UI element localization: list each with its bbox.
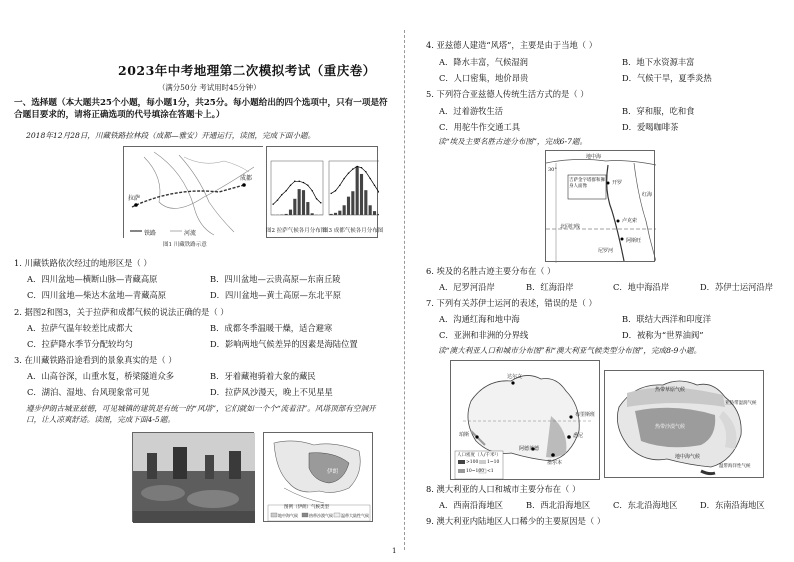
page-subtitle: （满分50分 考试用时45分钟） [158, 83, 261, 92]
q6-option-d[interactable]: D．苏伊士运河沿岸 [700, 282, 774, 292]
iran-legend-3: 温带大陆性气候 [341, 513, 369, 518]
q5-option-d[interactable]: D．爱喝咖啡茶 [622, 122, 679, 132]
q8-option-d[interactable]: D．东南沿海地区 [700, 500, 765, 510]
precip-bar [360, 174, 363, 215]
australia-climate-map [604, 370, 764, 478]
q4-option-d[interactable]: D．气候干旱，夏季炎热 [622, 73, 712, 83]
caption-chart-1: 图2 拉萨气候各月分布图 [266, 228, 327, 234]
photo-svg [133, 433, 255, 523]
precip-bar [364, 190, 367, 215]
precip-bar [377, 214, 379, 215]
figure-climate-charts [266, 146, 378, 238]
city-melbourne: 墨尔本 [547, 460, 563, 466]
climate-mediterranean: 地中海气候 [675, 454, 701, 460]
q7-option-c[interactable]: C．亚洲和非洲的分界线 [439, 330, 529, 340]
q5-option-c[interactable]: C．用驼牛作交通工具 [439, 122, 521, 132]
climate-desert: 热带沙漠气候 [655, 424, 686, 430]
intro-2: 遵步伊朗古城亚兹德，可见城镇的建筑是有统一的“风塔”，它们就如一个个“流着泪”。风塔顶部有空洞开口，让人凉爽舒适。读图，完成下面4-5题。 [26, 404, 376, 424]
precip-bar [356, 166, 359, 215]
q2-option-c[interactable]: C．拉萨降水季节分配较均匀 [27, 339, 133, 349]
q5-option-a[interactable]: A．过着游牧生活 [439, 106, 504, 116]
precip-bar [285, 214, 288, 215]
q3-option-c[interactable]: C．湖泊、湿地、台风现象常可见 [27, 387, 150, 397]
precip-bar [302, 190, 305, 215]
pop-legend-3: 1~10 [487, 460, 500, 465]
q8-stem: 8. 澳大利亚的人口和城市主要分布在（ ） [426, 484, 581, 494]
legend-river: 河流 [184, 230, 197, 237]
label-red-sea: 红海 [642, 192, 653, 198]
wind-tower-photo [132, 432, 254, 522]
caption-chart-2: 图3 成都气候各月分布图 [323, 228, 384, 234]
q4-option-b[interactable]: B．地下水资源丰富 [622, 57, 695, 67]
section-heading: 一、选择题（本大题共25个小题，每小题1分，共25分。每小题给出的四个选项中，只有一项是符合题目要求的，请将正确选项的代号填涂在答题卡上。） [14, 98, 388, 120]
precip-bar [347, 197, 350, 215]
q4-option-c[interactable]: C．人口密集，地价昂贵 [439, 73, 529, 83]
climate-oceanic: 温带海洋性气候 [719, 464, 751, 469]
precip-bar [351, 191, 354, 215]
q7-option-a[interactable]: A．沟通红海和地中海 [439, 314, 520, 324]
label-nile: 尼罗河 [598, 248, 614, 254]
precip-bar [330, 214, 333, 215]
q3-option-d[interactable]: D．拉萨风沙漫天，晚上不见星星 [210, 387, 333, 397]
label-tropic: 北回归线 [560, 224, 581, 230]
label-iran: 伊朗 [327, 469, 339, 475]
iran-legend-title: 图例（伊朗）气候类型 [284, 505, 329, 510]
city-brisbane: 布里斯班 [575, 412, 596, 418]
pop-legend-4: <1 [487, 469, 494, 474]
q8-option-b[interactable]: B．西北沿海地区 [526, 500, 591, 510]
q6-option-b[interactable]: B．红海沿岸 [526, 282, 574, 292]
label-cairo: 开罗 [612, 180, 623, 186]
q3-option-a[interactable]: A．山高谷深，山重水复，桥梁隧道众多 [27, 371, 175, 381]
q4-option-a[interactable]: A．降水丰富，气候湿润 [439, 57, 528, 67]
q8-option-a[interactable]: A．西南沿海地区 [439, 500, 504, 510]
climate-chart-frame-1 [271, 161, 323, 215]
intro-1: 2018年12月28日，川藏铁路拉林段（成都—雅安）开通运行，读图，完成下面小题。 [26, 131, 316, 140]
precip-bar [369, 205, 372, 215]
city-darwin: 达尔文 [507, 374, 523, 380]
label-lat-30: 30° [548, 167, 557, 173]
q5-stem: 5. 下列符合亚兹德人传统生活方式的是（ ） [426, 89, 589, 99]
q9-stem: 9. 澳大利亚内陆地区人口稀少的主要原因是（ ） [426, 516, 606, 526]
pop-legend-2: 10~100 [466, 469, 485, 474]
iran-legend-1: 地中海气候 [278, 513, 298, 518]
pop-legend-1: >100 [466, 460, 479, 465]
q7-option-b[interactable]: B．联结大西洋和印度洋 [622, 314, 712, 324]
precip-bar [289, 210, 292, 215]
label-luxor: 卢克索 [622, 218, 638, 224]
precip-bar [311, 213, 314, 215]
city-adelaide: 阿德莱德 [519, 446, 540, 452]
q8-option-c[interactable]: C．东北沿海地区 [613, 500, 678, 510]
precip-bar [343, 205, 346, 215]
q2-option-d[interactable]: D．影响两地气候差异的因素是海陆位置 [210, 339, 358, 349]
climate-savanna: 热带草原气候 [655, 387, 686, 393]
precip-bar [293, 199, 296, 215]
q2-stem: 2. 据图2和图3，关于拉萨和成都气候的说法正确的是（ ） [14, 307, 229, 317]
precip-bar [338, 211, 341, 215]
page-number: 1 [392, 547, 397, 555]
q3-stem: 3. 在川藏铁路沿途看到的景象真实的是（ ） [14, 355, 177, 365]
q1-option-b[interactable]: B．四川盆地—云贵高原—东南丘陵 [210, 274, 341, 284]
column-divider [404, 30, 405, 550]
precip-bar [373, 211, 376, 215]
temp-line [273, 181, 321, 204]
city-sydney: 悉尼 [573, 433, 584, 439]
q2-option-a[interactable]: A．拉萨气温年较差比成都大 [27, 323, 133, 333]
iran-legend-2: 热带沙漠气候 [309, 513, 333, 518]
city-lhasa: 拉萨 [128, 195, 141, 202]
rail-map-svg [124, 147, 264, 239]
figure-rail-map [123, 146, 263, 238]
q7-stem: 7. 下列有关苏伊士运河的表述，错误的是（ ） [426, 298, 597, 308]
label-med-sea: 地中海 [586, 154, 602, 160]
legend-rail: 铁路 [144, 230, 157, 237]
pop-legend-title: 人口密度（人/千米²） [457, 453, 501, 458]
city-chengdu: 成都 [240, 175, 253, 182]
iran-map [263, 432, 373, 522]
precip-bar [306, 202, 309, 215]
egypt-map [545, 150, 655, 262]
q1-stem: 1. 川藏铁路依次经过的地形区是（ ） [14, 258, 152, 268]
label-giza: 吉萨金字塔群和狮身人面像 [569, 178, 605, 189]
q1-option-a[interactable]: A．四川盆地—横断山脉—青藏高原 [27, 274, 158, 284]
q2-option-b[interactable]: B．成都冬季温暖干燥，适合避寒 [210, 323, 333, 333]
label-aswan: 阿斯旺 [626, 238, 642, 244]
intro-4: 读“澳大利亚人口和城市分布图”和“澳大利亚气候类型分布图”，完成8-9小题。 [438, 346, 702, 355]
precip-bar [298, 189, 301, 215]
q6-option-c[interactable]: C．地中海沿岸 [613, 282, 670, 292]
q1-option-c[interactable]: C．四川盆地—柴达木盆地—青藏高原 [27, 290, 167, 300]
precip-bar [334, 213, 337, 215]
climate-humid-subtropical: 亚热带湿润气候 [725, 401, 757, 406]
australia-population-map [450, 360, 600, 480]
q6-stem: 6. 埃及的名胜古迹主要分布在（ ） [426, 266, 556, 276]
q6-option-a[interactable]: A．尼罗河沿岸 [439, 282, 495, 292]
city-perth: 珀斯 [459, 432, 470, 438]
q1-option-d[interactable]: D．四川盆地—黄土高原—东北平原 [210, 290, 342, 300]
q5-option-b[interactable]: B．穿和服，吃和食 [622, 106, 695, 116]
intro-3: 读“埃及主要名胜古迹分布图”，完成6-7题。 [438, 137, 588, 146]
q7-option-d[interactable]: D．被称为“世界油阀” [622, 330, 704, 340]
right-column [412, 0, 794, 562]
q4-stem: 4. 亚兹德人建造“风塔”，主要是由于当地（ ） [426, 40, 598, 50]
q3-option-b[interactable]: B．牙着藏袍骑着大象的藏民 [210, 371, 316, 381]
page-title: 2023年中考地理第二次模拟考试（重庆卷） [118, 63, 376, 78]
caption-map: 图1 川藏铁路示意 [163, 242, 207, 248]
temp-line [331, 166, 379, 193]
